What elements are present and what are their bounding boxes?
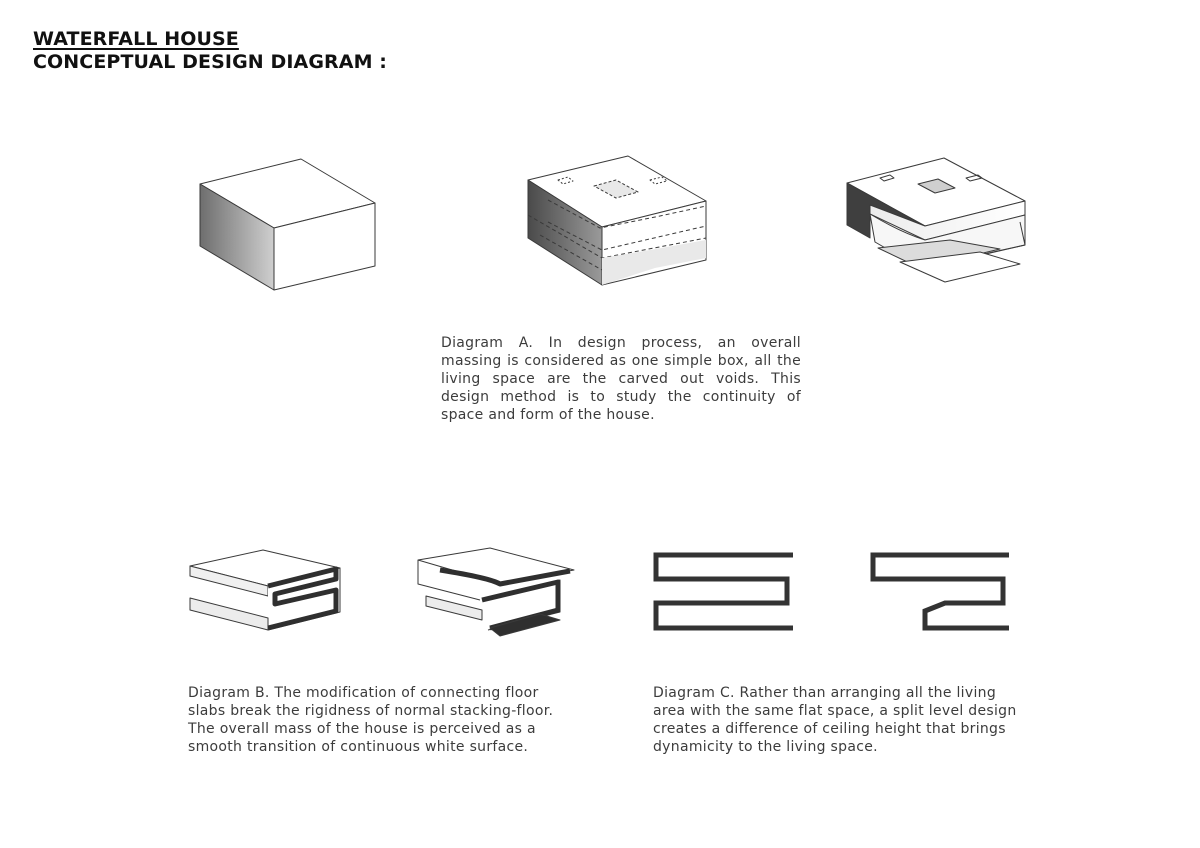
- caption-diagram-c: Diagram C. Rather than arranging all the living area with the same flat space, a split level design creates a difference of ceiling height that brings dynamicity to the living space.: [653, 685, 1017, 755]
- diagram-c-flat-section: [656, 555, 793, 628]
- diagram-a-exploded-slabs: [847, 158, 1025, 282]
- diagram-a-carved-box: [528, 156, 706, 285]
- diagram-c-split-level-section: [873, 555, 1009, 628]
- diagram-a-simple-box: [200, 159, 375, 290]
- title-line-diagram: CONCEPTUAL DESIGN DIAGRAM :: [33, 51, 387, 73]
- diagram-b-stacked-floor: [190, 550, 340, 630]
- title-line-project: WATERFALL HOUSE: [33, 28, 239, 50]
- caption-diagram-b: Diagram B. The modification of connecting floor slabs break the rigidness of normal stacking-floor. The overall mass of the house is perceived as a smooth transition of continuous white surface.: [188, 685, 554, 755]
- diagram-b-connected-slabs: [418, 548, 574, 636]
- caption-diagram-a: Diagram A. In design process, an overall massing is considered as one simple box, all the living space are the carved out voids. This design method is to study the continuity of space and form of the house.: [441, 335, 801, 423]
